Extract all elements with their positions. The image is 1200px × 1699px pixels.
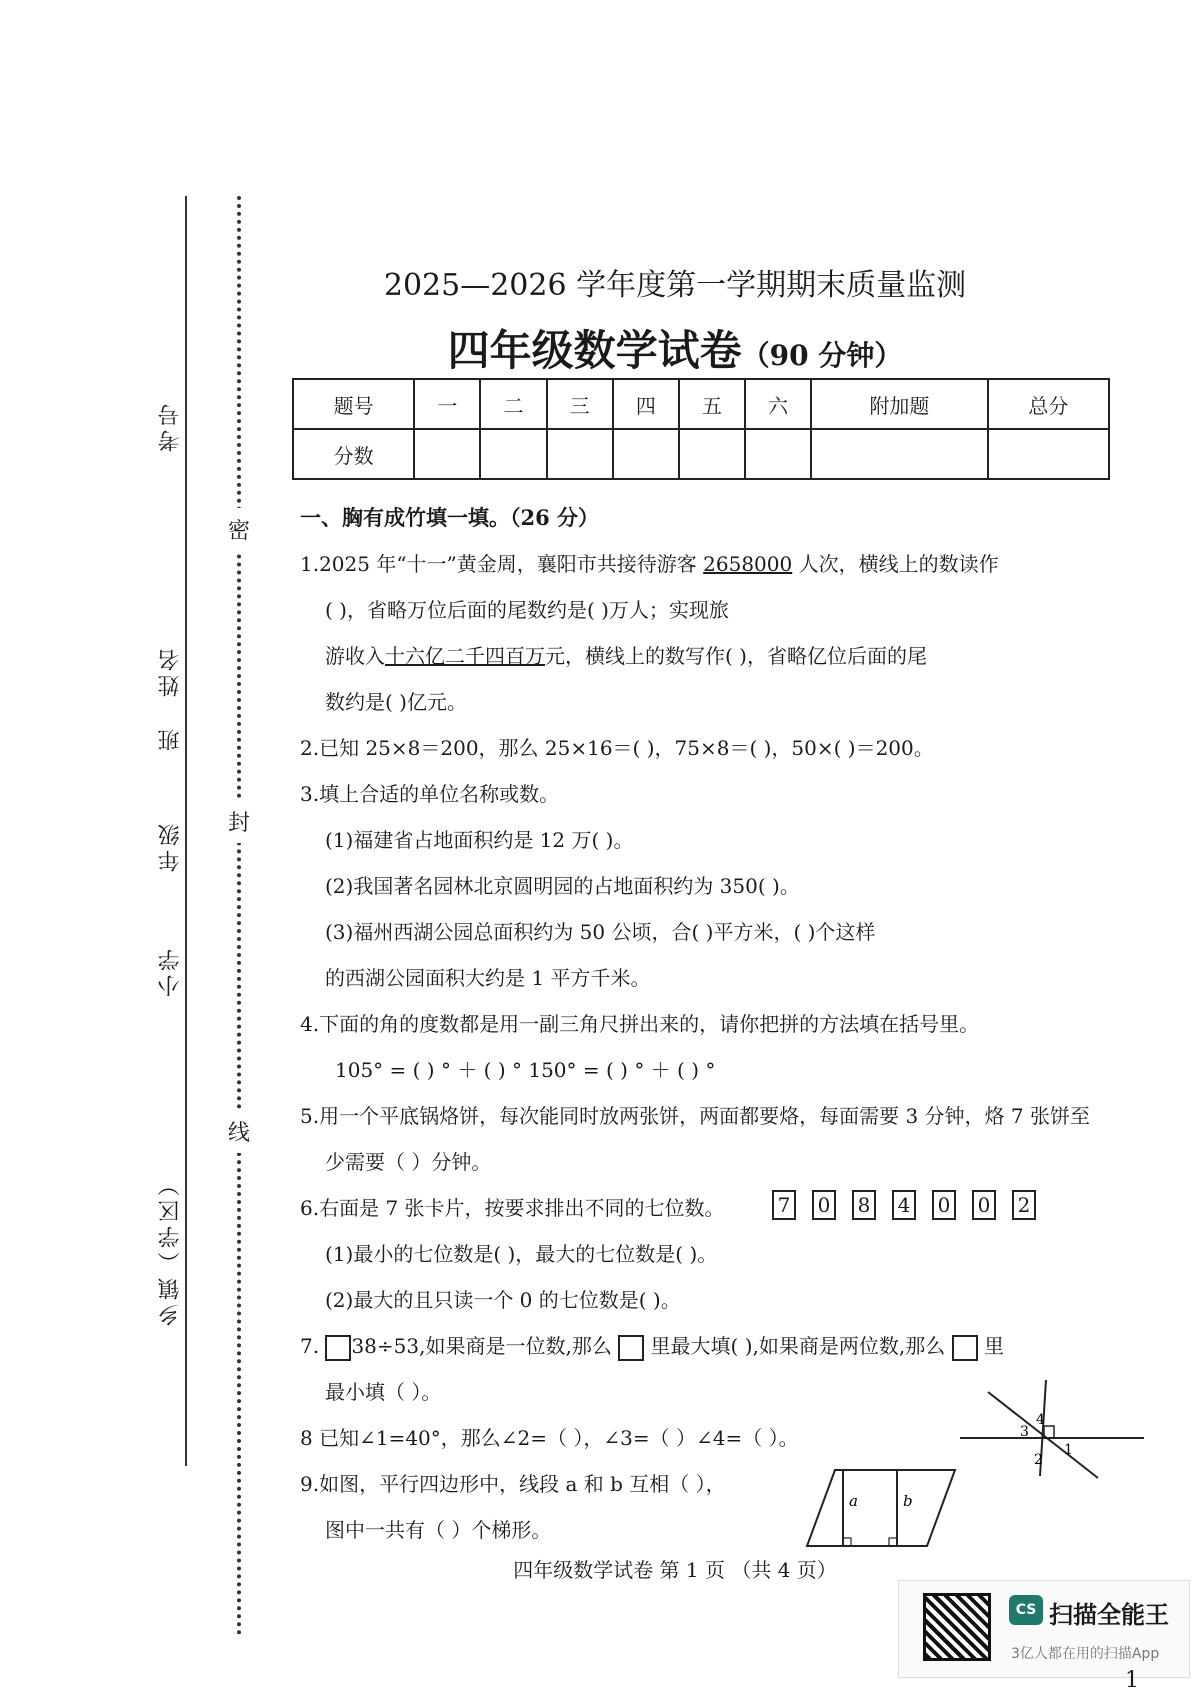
blank-box[interactable] [618, 1335, 644, 1361]
q3-part4: 的西湖公园面积大约是 1 平方千米。 [325, 966, 651, 990]
q6-cards [772, 1190, 1052, 1220]
score-table-score-row [293, 429, 1109, 479]
q3-part1: (1)福建省占地面积约是 12 万( )。 [325, 828, 634, 852]
q1-number: 2658000 [703, 552, 793, 576]
q9-line1: 9.如图，平行四边形中，线段 a 和 b 互相（ ）， [300, 1472, 726, 1496]
q1-text-a: 1.2025 年“十一”黄金周，襄阳市共接待游客 [300, 552, 697, 576]
table-cell: 附加题 [811, 379, 987, 429]
q9-line2: 图中一共有（ ）个梯形。 [325, 1518, 552, 1542]
watermark-name: 扫描全能王 [1049, 1601, 1169, 1629]
score-cell[interactable] [547, 429, 613, 479]
exam-title: 2025—2026 学年度第一学期期末质量监测 [383, 268, 967, 303]
q5-line2: 少需要（ ）分钟。 [325, 1150, 492, 1174]
score-cell[interactable] [613, 429, 679, 479]
digit-card: 4 [892, 1190, 916, 1220]
parallelogram [807, 1470, 955, 1546]
q1-line4: 数约是( )亿元。 [325, 690, 467, 714]
angle-diagram [958, 1378, 1148, 1480]
watermark-tagline: 3亿人都在用的扫描App [1011, 1646, 1160, 1662]
q7-line2: 最小填（ ）。 [325, 1380, 442, 1404]
table-cell: 一 [414, 379, 480, 429]
q7-text-c: 里 [983, 1334, 1004, 1358]
label-a: a [849, 1492, 858, 1510]
score-cell[interactable] [988, 429, 1109, 479]
seal-dotted-line [237, 196, 241, 1636]
scanner-watermark [898, 1580, 1190, 1678]
angle-label-2: 2 [1034, 1452, 1043, 1468]
duration: （90 分钟） [741, 339, 903, 372]
q3-part2: (2)我国著名园林北京圆明园的占地面积约为 350( )。 [325, 874, 800, 898]
score-cell[interactable] [679, 429, 745, 479]
angle-label-4: 4 [1036, 1412, 1045, 1428]
table-cell: 三 [547, 379, 613, 429]
parallelogram-diagram [805, 1466, 965, 1550]
paper-title-text: 四年级数学试卷 [447, 326, 742, 375]
q2: 2.已知 25×8＝200，那么 25×16＝( )，75×8＝( )，50×( )＝200。 [300, 736, 934, 760]
q1-line3 [325, 640, 927, 669]
q1-line2: ( )，省略万位后面的尾数约是( )万人；实现旅 [325, 598, 729, 622]
angle-label-1: 1 [1064, 1442, 1073, 1458]
grade-label: 年级 [158, 820, 183, 872]
q1-text-b: 人次，横线上的数读作 [798, 552, 999, 576]
page-footer: 四年级数学试卷 第 1 页 （共 4 页） [513, 1558, 837, 1582]
angle-label-3: 3 [1020, 1424, 1029, 1440]
table-cell: 分数 [293, 429, 414, 479]
right-angle-mark [843, 1538, 851, 1546]
q7-text-a: 38÷53,如果商是一位数,那么 [351, 1334, 612, 1358]
q8: 8 已知∠1=40°，那么∠2=（ ），∠3=（ ）∠4=（ ）。 [300, 1426, 799, 1450]
class-label: 班 [158, 725, 183, 751]
exam-number-label: 考号 [158, 400, 183, 452]
q3-part3: (3)福州西湖公园总面积约为 50 公顷，合( )平方米，( )个这样 [325, 920, 876, 944]
score-cell[interactable] [480, 429, 546, 479]
digit-card: 8 [852, 1190, 876, 1220]
q1-text-e: 元，横线上的数写作( )，省略亿位后面的尾 [545, 644, 927, 668]
seal-mi: 密 [228, 508, 250, 551]
blank-box[interactable] [325, 1335, 351, 1361]
q6-part2: (2)最大的且只读一个 0 的七位数是( )。 [325, 1288, 681, 1312]
q6-stem: 6.右面是 7 张卡片，按要求排出不同的七位数。 [300, 1196, 725, 1220]
score-cell[interactable] [745, 429, 811, 479]
score-cell[interactable] [414, 429, 480, 479]
q1-words: 十六亿二千四百万 [385, 644, 545, 668]
q7-line1 [300, 1330, 1004, 1361]
camscanner-logo-icon: CS [1009, 1595, 1043, 1625]
table-cell: 题号 [293, 379, 414, 429]
q4-stem: 4.下面的角的度数都是用一副三角尺拼出来的，请你把拼的方法填在括号里。 [300, 1012, 980, 1036]
blank-box[interactable] [952, 1335, 978, 1361]
label-b: b [903, 1492, 913, 1510]
section-heading: 一、胸有成竹填一填。（26 分） [300, 505, 600, 530]
digit-card: 7 [772, 1190, 796, 1220]
seal-xian: 线 [228, 1110, 250, 1153]
score-cell[interactable] [811, 429, 987, 479]
q7-number: 7. [300, 1334, 320, 1358]
seal-feng: 封 [228, 800, 250, 843]
table-cell: 六 [745, 379, 811, 429]
score-table [292, 378, 1110, 480]
q7-text-b: 里最大填( ),如果商是两位数,那么 [650, 1334, 946, 1358]
digit-card: 2 [1012, 1190, 1036, 1220]
digit-card: 0 [972, 1190, 996, 1220]
q1-line1 [300, 548, 999, 577]
table-cell: 四 [613, 379, 679, 429]
qr-code-icon [923, 1593, 991, 1661]
q5-line1: 5.用一个平底锅烙饼，每次能同时放两张饼，两面都要烙，每面需要 3 分钟，烙 7 张饼至 [300, 1104, 1090, 1128]
q4-line: 105° = ( ) ° ＋ ( ) ° 150° = ( ) ° ＋ ( ) ° [335, 1058, 716, 1082]
paper-title [0, 318, 1200, 378]
digit-card: 0 [812, 1190, 836, 1220]
table-cell: 五 [679, 379, 745, 429]
q3-stem: 3.填上合适的单位名称或数。 [300, 782, 560, 806]
page-number: 1 [1125, 1668, 1139, 1693]
q6-part1: (1)最小的七位数是( )，最大的七位数是( )。 [325, 1242, 718, 1266]
town-label: 乡镇（学区） [158, 1170, 183, 1326]
digit-card: 0 [932, 1190, 956, 1220]
name-label: 姓名 [158, 645, 183, 697]
table-cell: 二 [480, 379, 546, 429]
q1-text-d: 游收入 [325, 644, 385, 668]
table-cell: 总分 [988, 379, 1109, 429]
score-table-header-row [293, 379, 1109, 429]
right-angle-mark [889, 1538, 897, 1546]
school-label: 小学 [158, 945, 183, 997]
